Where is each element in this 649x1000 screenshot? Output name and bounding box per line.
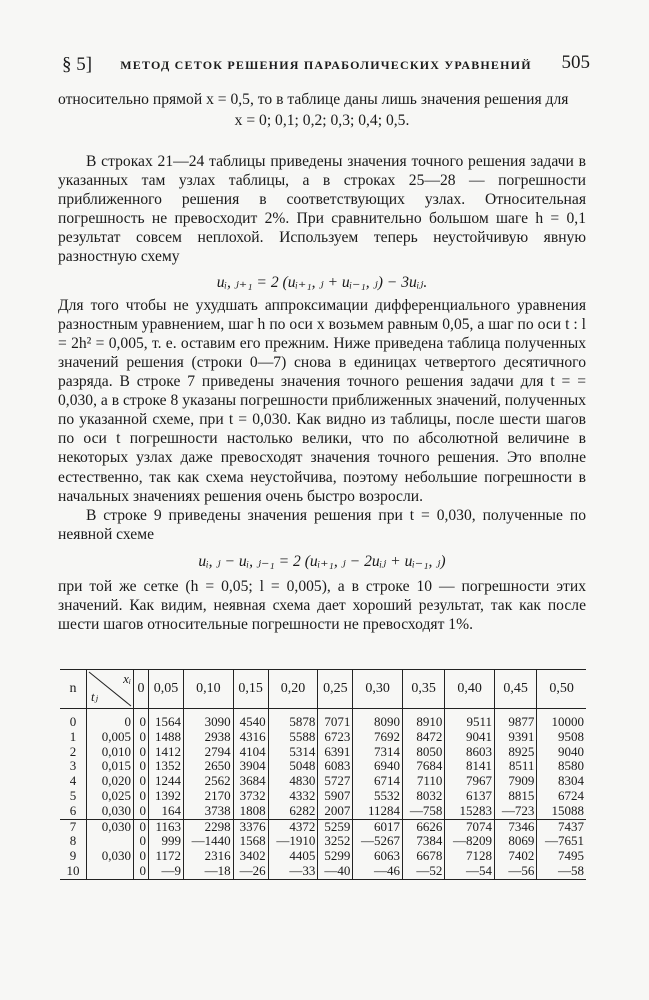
table-cell: 6626 xyxy=(403,819,445,834)
table-cell: 5299 xyxy=(318,849,353,864)
table-cell: 15088 xyxy=(537,804,586,819)
x-values-equation: x = 0; 0,1; 0,2; 0,3; 0,4; 0,5. xyxy=(234,112,410,130)
header-col-4: 0,20 xyxy=(268,670,318,709)
table-cell: 7346 xyxy=(495,819,537,834)
row-t: 0,025 xyxy=(87,789,134,804)
table-cell: —58 xyxy=(537,864,586,879)
table-cell: 5532 xyxy=(353,789,403,804)
table-cell: 2170 xyxy=(184,789,234,804)
table-cell: 0 xyxy=(134,759,149,774)
table-cell: 8069 xyxy=(495,834,537,849)
table-cell: 2650 xyxy=(184,759,234,774)
table-cell: 9041 xyxy=(445,730,495,745)
table-cell: 0 xyxy=(134,730,149,745)
table-cell: 1488 xyxy=(149,730,184,745)
table-cell: 0 xyxy=(134,834,149,849)
table-cell: —1440 xyxy=(184,834,234,849)
table-cell: 3252 xyxy=(318,834,353,849)
row-t xyxy=(87,864,134,879)
table-cell: —758 xyxy=(403,804,445,819)
header-tj: tⱼ xyxy=(91,689,99,705)
table-cell: —8209 xyxy=(445,834,495,849)
table-cell: 6714 xyxy=(353,774,403,789)
table-cell: —54 xyxy=(445,864,495,879)
table-cell: 6391 xyxy=(318,745,353,760)
row-t: 0,005 xyxy=(87,730,134,745)
row-n: 5 xyxy=(69,787,77,803)
table-cell: 0 xyxy=(134,864,149,879)
table-cell: 6282 xyxy=(268,804,318,819)
row-t: 0,030 xyxy=(87,849,134,864)
row-t: 0,030 xyxy=(87,819,134,834)
table-cell: 8580 xyxy=(537,759,586,774)
table-cell: 5727 xyxy=(318,774,353,789)
table-cell: 0 xyxy=(134,819,149,834)
header-col-7: 0,35 xyxy=(403,670,445,709)
table-cell: —5267 xyxy=(353,834,403,849)
table-cell: 4332 xyxy=(268,789,318,804)
table-cell: 7692 xyxy=(353,730,403,745)
table-cell: 2007 xyxy=(318,804,353,819)
paragraph-3-text: Для того чтобы не ухудшать аппроксимации дифференциального уравнения разностным уравнением, шаг h по оси x возьмем равным 0,05, а шаг по оси t : l = 2h² = 0,005, т. е. оставим его прежним. Ниже приведена таблица полученных значений решения (строки 0—7) снова в единицах четвертого десятичного разряда. В строке 7 приведены значения точного решения задачи для t = = 0,030, а в строке 8 указаны погрешности приближенных значений, полученных по указанной схеме, при t = 0,030. Как видно из таблицы, после шести шагов по оси t погрешности настолько велики, что по абсолютной величине в некоторых узлах даже превосходят значения точного решения. Это вполне естественно, так как схема неустойчива, поэтому небольшие погрешности в начальных значениях решения очень быстро возросли. xyxy=(58,296,586,505)
section-number: § 5] xyxy=(62,54,93,75)
table-cell: 7071 xyxy=(318,715,353,730)
table-cell: 3376 xyxy=(233,819,268,834)
table-cell: 0 xyxy=(134,804,149,819)
table-cell: 1564 xyxy=(149,715,184,730)
table-cell: 3090 xyxy=(184,715,234,730)
row-n: 4 xyxy=(69,773,77,789)
paragraph-2-text: В строках 21—24 таблицы приведены значения точного решения задачи в указанных там узлах таблицы, а в строках 25—28 — погрешности приближенного решения в соответствующих узлах. Относительная погрешность не превосходит 2%. При сравнительно большом шаге h = 0,1 результат совсем неплохой. Используем теперь неустойчивую явную разностную схему xyxy=(58,153,586,266)
header-col-2: 0,10 xyxy=(184,670,234,709)
table-cell: 0 xyxy=(134,789,149,804)
table-cell: 4830 xyxy=(268,774,318,789)
table-cell: 7909 xyxy=(495,774,537,789)
table-row xyxy=(60,774,586,789)
table-cell: 8050 xyxy=(403,745,445,760)
table-row xyxy=(60,864,586,879)
header-col-5: 0,25 xyxy=(318,670,353,709)
paragraph-1-text: относительно прямой x = 0,5, то в таблице даны лишь значения решения для xyxy=(58,91,569,108)
table-row xyxy=(60,849,586,864)
table-cell: 6137 xyxy=(445,789,495,804)
table-cell: 10000 xyxy=(537,715,586,730)
table-cell: 7684 xyxy=(403,759,445,774)
table-cell: 5588 xyxy=(268,730,318,745)
table-row xyxy=(60,730,586,745)
table-cell: 164 xyxy=(149,804,184,819)
table-row xyxy=(60,789,586,804)
table-cell: 11284 xyxy=(353,804,403,819)
header-col-3: 0,15 xyxy=(233,670,268,709)
table-cell: 8910 xyxy=(403,715,445,730)
explicit-scheme-equation: uᵢ, ⱼ₊₁ = 2 (uᵢ₊₁, ⱼ + uᵢ₋₁, ⱼ) − 3uᵢⱼ. xyxy=(216,273,428,291)
table-cell: 8472 xyxy=(403,730,445,745)
paragraph-5-text: при той же сетке (h = 0,05; l = 0,005), а в строке 10 — погрешности этих значений. Как видим, неявная схема дает хороший результат, так как после шести шагов относительные погрешности не превосходят 1%. xyxy=(58,577,586,634)
table-cell: 5259 xyxy=(318,819,353,834)
table-cell: 4316 xyxy=(233,730,268,745)
header-col-6: 0,30 xyxy=(353,670,403,709)
table-cell: 8141 xyxy=(445,759,495,774)
table-cell: 999 xyxy=(149,834,184,849)
table-cell: 8304 xyxy=(537,774,586,789)
table-cell: 1392 xyxy=(149,789,184,804)
table-cell: 7495 xyxy=(537,849,586,864)
table-cell: 2794 xyxy=(184,745,234,760)
header-diagonal xyxy=(87,670,134,709)
table-cell: 0 xyxy=(134,745,149,760)
results-table xyxy=(60,669,586,880)
table-cell: —18 xyxy=(184,864,234,879)
table-cell: 0 xyxy=(134,774,149,789)
table-cell: —1910 xyxy=(268,834,318,849)
row-n: 9 xyxy=(69,848,77,864)
header-col-8: 0,40 xyxy=(445,670,495,709)
table-cell: 9391 xyxy=(495,730,537,745)
table-cell: 5314 xyxy=(268,745,318,760)
header-n: n xyxy=(60,670,87,709)
table-cell: —56 xyxy=(495,864,537,879)
table-cell: 5907 xyxy=(318,789,353,804)
table-cell: 9508 xyxy=(537,730,586,745)
table-cell: 1352 xyxy=(149,759,184,774)
table-cell: —26 xyxy=(233,864,268,879)
table-cell: —33 xyxy=(268,864,318,879)
table-cell: 7967 xyxy=(445,774,495,789)
table-row xyxy=(60,759,586,774)
table-cell: 9877 xyxy=(495,715,537,730)
table-cell: 6940 xyxy=(353,759,403,774)
row-n: 3 xyxy=(69,758,77,774)
table-cell: 8815 xyxy=(495,789,537,804)
row-n: 10 xyxy=(60,864,87,879)
table-cell: —9 xyxy=(149,864,184,879)
table-cell: 6724 xyxy=(537,789,586,804)
row-t: 0 xyxy=(87,715,134,730)
table-cell: 6083 xyxy=(318,759,353,774)
row-n: 1 xyxy=(69,728,77,744)
row-n: 8 xyxy=(69,833,77,849)
table-cell: 1412 xyxy=(149,745,184,760)
row-t xyxy=(87,834,134,849)
table-cell: 0 xyxy=(134,849,149,864)
table-cell: 8925 xyxy=(495,745,537,760)
table-cell: 6678 xyxy=(403,849,445,864)
paragraph-1 xyxy=(58,90,586,130)
table-cell: 3904 xyxy=(233,759,268,774)
table-cell: —723 xyxy=(495,804,537,819)
table-cell: 2298 xyxy=(184,819,234,834)
table-cell: 2316 xyxy=(184,849,234,864)
table-cell: —7651 xyxy=(537,834,586,849)
implicit-scheme-equation: uᵢ, ⱼ − uᵢ, ⱼ₋₁ = 2 (uᵢ₊₁, ⱼ − 2uᵢⱼ + uᵢ₋₁, ⱼ) xyxy=(198,552,446,570)
table-cell: 1244 xyxy=(149,774,184,789)
row-t: 0,010 xyxy=(87,745,134,760)
table-cell: 15283 xyxy=(445,804,495,819)
header-col-0: 0 xyxy=(134,670,149,709)
table-cell: 8090 xyxy=(353,715,403,730)
table-cell: —52 xyxy=(403,864,445,879)
table-cell: 1163 xyxy=(149,819,184,834)
row-t: 0,030 xyxy=(87,804,134,819)
row-n: 0 xyxy=(69,714,77,729)
table-cell: 1172 xyxy=(149,849,184,864)
header-xi: xᵢ xyxy=(123,671,131,686)
table-cell: 6063 xyxy=(353,849,403,864)
paragraph-2 xyxy=(58,152,586,634)
table-cell: 3738 xyxy=(184,804,234,819)
table-cell: 7128 xyxy=(445,849,495,864)
table-cell: 9040 xyxy=(537,745,586,760)
table-cell: 4540 xyxy=(233,715,268,730)
running-title: МЕТОД СЕТОК РЕШЕНИЯ ПАРАБОЛИЧЕСКИХ УРАВНЕНИЙ xyxy=(120,58,532,72)
table-row xyxy=(60,834,586,849)
table-cell: 6017 xyxy=(353,819,403,834)
table-cell: 7074 xyxy=(445,819,495,834)
table-cell: 9511 xyxy=(445,715,495,730)
table-cell: 4405 xyxy=(268,849,318,864)
table-cell: 7110 xyxy=(403,774,445,789)
page-number: 505 xyxy=(561,52,590,73)
row-n: 6 xyxy=(69,802,77,818)
table-cell: 0 xyxy=(134,715,149,730)
table-cell: 5048 xyxy=(268,759,318,774)
row-n: 2 xyxy=(69,743,77,759)
row-n: 7 xyxy=(60,819,87,834)
table-cell: 2562 xyxy=(184,774,234,789)
table-row xyxy=(60,804,586,819)
running-header xyxy=(62,50,590,78)
table-cell: 4104 xyxy=(233,745,268,760)
table-cell: 7437 xyxy=(537,819,586,834)
header-col-1: 0,05 xyxy=(149,670,184,709)
table-cell: 8603 xyxy=(445,745,495,760)
table-cell: 4372 xyxy=(268,819,318,834)
header-col-10: 0,50 xyxy=(537,670,586,709)
table-cell: 7384 xyxy=(403,834,445,849)
table-cell: 5878 xyxy=(268,715,318,730)
table-cell: 3684 xyxy=(233,774,268,789)
table-row xyxy=(60,715,586,730)
table-cell: 8032 xyxy=(403,789,445,804)
table-cell: —40 xyxy=(318,864,353,879)
header-col-9: 0,45 xyxy=(495,670,537,709)
table-cell: 6723 xyxy=(318,730,353,745)
table-cell: 3402 xyxy=(233,849,268,864)
table-cell: 8511 xyxy=(495,759,537,774)
paragraph-4-text: В строке 9 приведены значения решения при t = 0,030, полученные по неявной схеме xyxy=(58,506,586,543)
table-cell: —46 xyxy=(353,864,403,879)
row-t: 0,020 xyxy=(87,774,134,789)
row-t: 0,015 xyxy=(87,759,134,774)
table-cell: 1568 xyxy=(233,834,268,849)
table-cell: 7402 xyxy=(495,849,537,864)
table-cell: 1808 xyxy=(233,804,268,819)
table-row xyxy=(60,819,586,834)
table-header-row xyxy=(60,670,586,709)
table-cell: 3732 xyxy=(233,789,268,804)
table-cell: 7314 xyxy=(353,745,403,760)
table-cell: 2938 xyxy=(184,730,234,745)
table-row xyxy=(60,745,586,760)
